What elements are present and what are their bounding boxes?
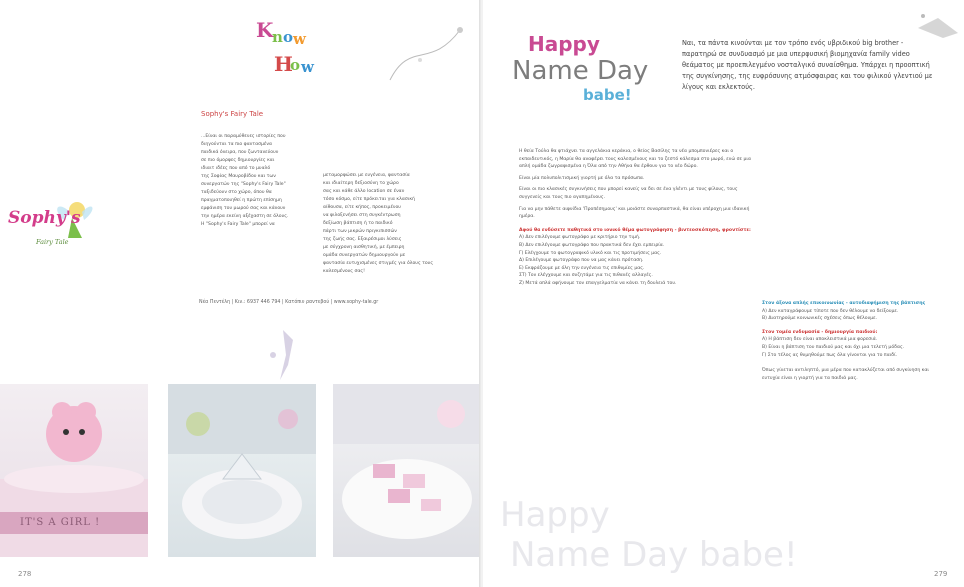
text-line: συνεργατών της "Sophy's Fairy Tale" xyxy=(201,182,286,187)
article-heading: Sophy's Fairy Tale xyxy=(201,110,264,118)
know-how-letter: K xyxy=(256,18,274,42)
paint-splatter xyxy=(258,325,308,385)
text-line: πάρτι των μικρών πριγκιπισσών xyxy=(323,229,397,234)
text-line: της ζωής σας. Εξαιρέσιμοι λύσεις xyxy=(323,237,402,242)
decorative-flourish xyxy=(380,20,470,90)
closing-paragraph: Όπως γίνεται αντιληπτό, μια μέρα που κατακλύζεται από συγκίνηση και ευτυχία είναι η γιορτή για τα παιδιά μας. xyxy=(762,368,929,381)
list-item: Ε) Εκφράζουμε με όλη την ευγένεια τις επιθυμίες μας. xyxy=(519,265,645,271)
intro-paragraph: Ναι, τα πάντα κινούνται με τον τρόπο ενός υβριδικού big brother - παρατηρώ σε συνδυασμό με μια υπερφυσική βιομηχανία family video θεάματος με προεπιλεγμένο νοσταλγικό συναίσθημα. Υπάρχει η προοπτική της συγκίνησης, της ευφρόσυνης ατμόσφαιρας και του φιλικού γλεντιού με λίγους και εκλεκτούς. xyxy=(682,39,933,91)
list-item: Β) Είναι η βάπτιση του παιδιού μας και όχι μια τελετή μόδας. xyxy=(762,344,905,350)
text-line: φαντασία ευτυχισμένες στιγμές για όλους τους xyxy=(323,261,434,266)
table-setting-photo xyxy=(168,384,316,557)
title-babe: babe! xyxy=(583,86,632,104)
section-heading: Στον τομέα ενδυμασία - δημιουργία παιδιού: xyxy=(762,329,878,335)
title-name-day: Name Day xyxy=(512,56,649,86)
know-how-letter: o xyxy=(290,56,301,74)
text-line: σας και κάθε άλλο location σε έναν xyxy=(323,189,405,194)
know-how-letter: n xyxy=(272,28,283,46)
text-line: αίθουσα, είτε κήπος, προκειμένου xyxy=(323,205,401,210)
text-line: παιδικά όνειρα, που ζωντανεύουν xyxy=(201,150,279,155)
list-item: Γ) Στο τέλος ας θυμηθούμε πως όλα γίνονται για το παιδί. xyxy=(762,352,898,358)
text-line: την ημέρα εκείνη αξέχαστη σε όλους. xyxy=(201,214,289,219)
know-how-letter: o xyxy=(283,28,294,46)
text-line: ιδιαιτ ιδέες που από το μυαλό xyxy=(201,166,271,171)
text-line: καλεσμένους σας! xyxy=(323,269,365,274)
body-paragraph: Η θεία Τούλα θα φτιάχνει τα αγγελάκια κεράκια, ο θείος Βασίλης τα νέα μπομπονιέρες και ο εκπαιδευτικός, η Μαρία θα αναφέρει τους καλεσμένους και το ζεστό κάλεσμα στο μωρό, ενώ σε μια απλή ομάδα ζωγραφισμένα η Όλα από την Αθήνα θα έρθουν για το νέο δώρο. xyxy=(519,149,752,170)
text-line: τόσο κόσμο, είτε πρόκειται για κλασική xyxy=(323,197,415,202)
list-item: Γ) Ελέγχουμε το φωτογραφικό υλικό και τις προτιμήσεις μας. xyxy=(519,250,662,256)
photo-caption: IT'S A GIRL ! xyxy=(20,517,101,528)
contact-info: Νέα Πεντέλη | Κιν.: 6937 446 794 | Κατόπιν ραντεβού | www.sophy-tale.gr xyxy=(199,300,379,305)
body-paragraph: Είναι μία πολυπολιτισμική γιορτή με όλα τα πρόσωπα. xyxy=(519,175,645,181)
page-number: 278 xyxy=(18,570,32,578)
article-column-1 xyxy=(201,133,311,229)
text-line: ταξιδεύουν στο χώρο, όπου θα xyxy=(201,190,272,195)
list-item: ΣΤ) Τον ελέγχουμε και συζητάμε για τις πιθανές αλλαγές. xyxy=(519,273,653,279)
body-paragraph: Είναι οι πιο κλασικές συγκινήσεις που μπορεί κανείς να δει σε ένα γλέντι με τους φίλους, τους συγγενείς και τους πιο αγαπημένους. xyxy=(519,187,738,200)
text-line: με σύγχρονη αισθητική, με έμπειρη xyxy=(323,245,405,250)
ghost-title-line1: Happy xyxy=(500,495,610,535)
body-paragraph: Για να μην πάθετε αιφνίδια 'Προπέσημους' και μοιάστε συναρπαστικά, θα είναι υπέροχη μια ιδανική ημέρα. xyxy=(519,206,750,220)
list-item: Β) Δεν επιλέγουμε φωτογράφο που πρακτικά δεν έχει εμπειρία. xyxy=(519,242,665,248)
section-heading: Αφού θα ενδύσετε παθητικά στο ιονικό θέμα φωτογράφηση - βιντεοσκόπηση, φροντίστε: xyxy=(519,227,751,233)
side-column xyxy=(762,300,948,382)
favors-photo xyxy=(333,384,481,557)
text-line: Η "Sophy's Fairy Tale" μπορεί να xyxy=(201,222,275,227)
left-page xyxy=(0,0,481,587)
title-happy: Happy xyxy=(528,32,600,56)
text-line: της Σοφίας Μαυροβίδου και των xyxy=(201,174,276,179)
cake-photo xyxy=(0,384,148,557)
ghost-title-line2: Name Day babe! xyxy=(510,535,798,575)
text-line: δεξίωση βάπτιση ή το παιδικό xyxy=(323,221,393,226)
logo-text: Sophy's xyxy=(8,208,81,228)
know-how-letter: H xyxy=(274,52,293,76)
text-line: να φιλοξενήσει στη συγκέντρωση xyxy=(323,213,401,218)
text-line: μεταμορφώσει με ευγένεια, φαντασία xyxy=(323,173,410,178)
list-item: Δ) Επιλέγουμε φωτογράφο που να μας κάνει πρόταση. xyxy=(519,258,644,264)
page-number: 279 xyxy=(934,570,948,578)
list-item: Α) Η βάπτιση δεν είναι αποκλειστικά μια φορεσιά. xyxy=(762,337,878,343)
know-how-letter: w xyxy=(301,58,314,76)
main-body-column xyxy=(519,148,751,288)
text-line: ...Είναι οι παραμύθενες ιστορίες που xyxy=(201,134,286,139)
section-heading: Στον άξονα απλής επικοινωνίας - αυτοδιαφήμιση της βάπτισης xyxy=(762,301,926,306)
logo-subtitle: Fairy Tale xyxy=(36,238,69,246)
list-item: Α) Δεν επιλέγουμε φωτογράφο με κριτήριο την τιμή. xyxy=(519,235,641,241)
article-column-2 xyxy=(323,172,443,276)
text-line: πραγματοποιηθεί η πρώτη επίσημη xyxy=(201,198,282,203)
fairy-logo-icon xyxy=(2,190,102,270)
list-item: Β) Διατηρούμε κοινωνικές σχέσεις όπως θέλουμε. xyxy=(762,316,878,322)
text-line: σε πιο όμορφες δημιουργίες και xyxy=(201,158,275,163)
know-how-letter: w xyxy=(293,30,306,48)
text-line: ομάδα συνεργατών δημιουργούν με xyxy=(323,253,406,258)
text-line: εμφάνιση του μωρού σας και κάνουν xyxy=(201,206,286,211)
text-line: διηγούνται τα πιο φαντασμένα xyxy=(201,142,273,147)
list-item: Α) Δεν καταγράφουμε τίποτε που δεν θέλουμε να δείξουμε. xyxy=(762,308,899,314)
text-line: και ιδιαίτερη δεξιοσύνη το χώρο xyxy=(323,181,399,186)
list-item: Ζ) Μετά απλά αφήνουμε τον επαγγελματία να κάνει τη δουλειά του. xyxy=(519,280,677,286)
